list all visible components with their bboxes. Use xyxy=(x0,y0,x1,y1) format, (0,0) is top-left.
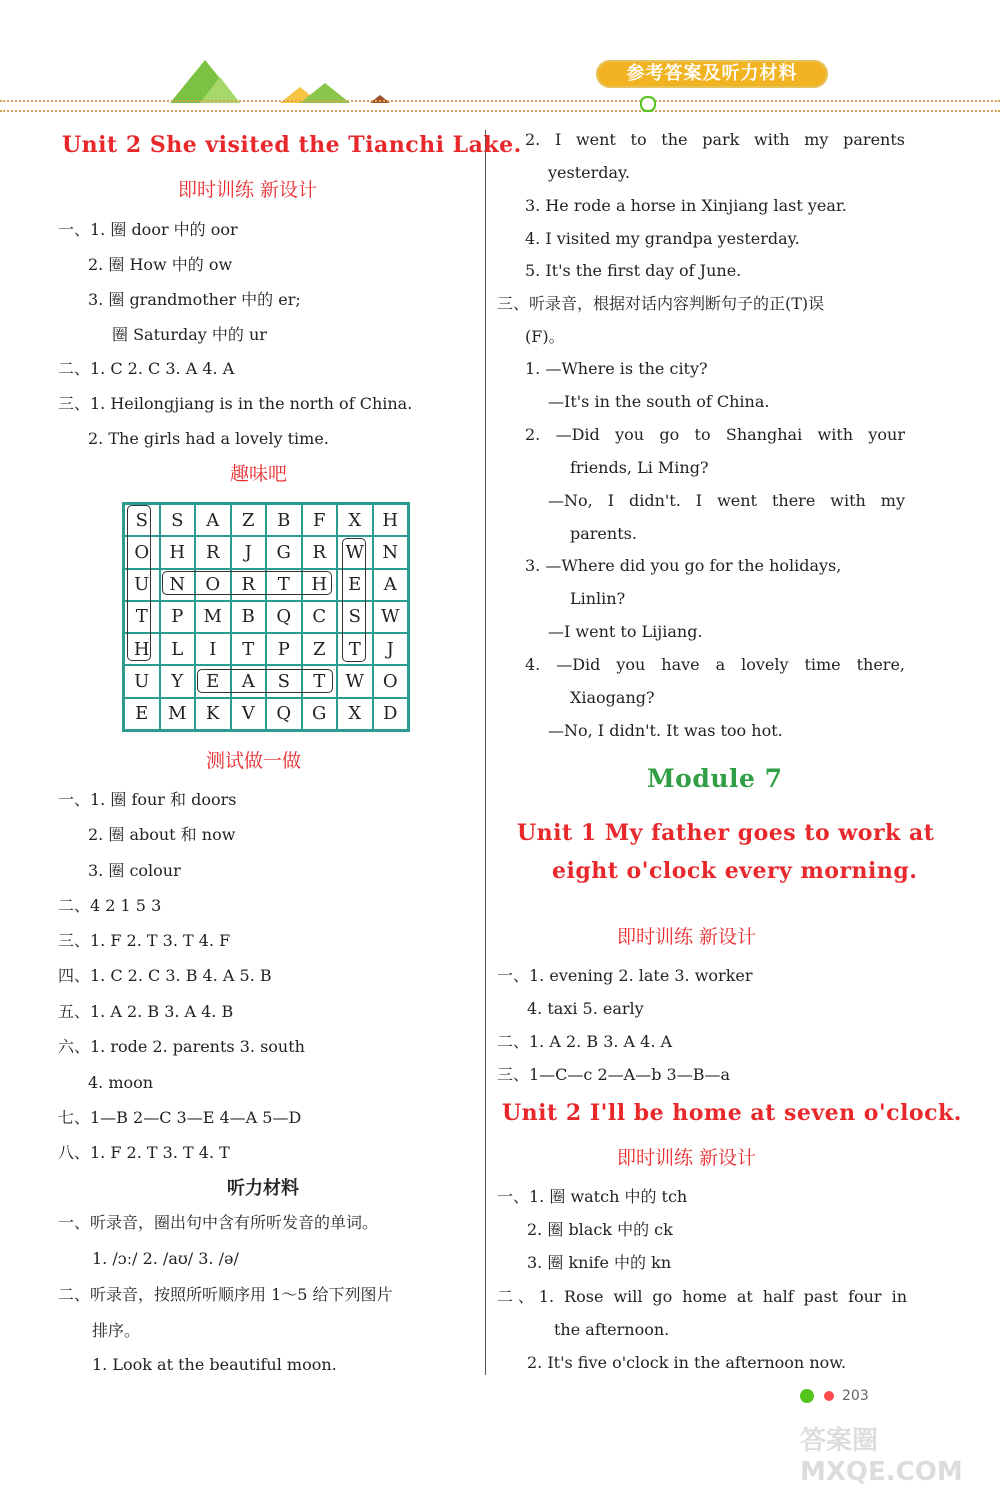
grid-cell: M xyxy=(195,601,231,633)
answer-line: (F)。 xyxy=(525,327,565,346)
grid-cell: H xyxy=(160,536,196,568)
grid-cell: U xyxy=(124,665,160,697)
grid-cell: A xyxy=(195,504,231,536)
answer-line: 二、4 2 1 5 3 xyxy=(58,896,162,915)
answer-line: 4. —Did you have a lovely time there, xyxy=(525,655,905,674)
answer-line: 二、1. C 2. C 3. A 4. A xyxy=(58,359,235,378)
answer-line: 2. 圈 black 中的 ck xyxy=(527,1220,673,1239)
answer-line: 2. 圈 about 和 now xyxy=(88,825,236,844)
grid-cell: Y xyxy=(160,665,196,697)
grid-cell: H xyxy=(373,504,409,536)
grid-cell: R xyxy=(195,536,231,568)
answer-line: —No, I didn't. It was too hot. xyxy=(548,721,783,740)
answer-line: 3. He rode a horse in Xinjiang last year. xyxy=(525,196,847,215)
answer-line: 二、听录音，按照所听顺序用 1～5 给下列图片 xyxy=(58,1285,393,1304)
grid-cell: X xyxy=(337,504,373,536)
answer-line: —It's in the south of China. xyxy=(548,392,770,411)
grid-cell: T xyxy=(231,633,267,665)
header-circle-icon xyxy=(640,96,656,112)
section-heading: 即时训练 新设计 xyxy=(617,926,757,948)
grid-cell: H xyxy=(302,569,338,601)
grid-cell: W xyxy=(337,665,373,697)
answer-line: 一、听录音，圈出句中含有所听发音的单词。 xyxy=(58,1213,379,1232)
grid-cell: S xyxy=(124,504,160,536)
grid-cell: O xyxy=(124,536,160,568)
grid-cell: B xyxy=(231,601,267,633)
section-heading: 即时训练 新设计 xyxy=(178,179,318,201)
section-heading: 测试做一做 xyxy=(206,750,302,772)
answer-line: 一、1. 圈 door 中的 oor xyxy=(58,220,238,239)
answer-line: 2. I went to the park with my parents xyxy=(525,130,905,149)
answer-line: 二、1. Rose will go home at half past four in xyxy=(497,1287,907,1306)
answer-line: 3. 圈 knife 中的 kn xyxy=(527,1253,672,1272)
grid-cell: A xyxy=(373,569,409,601)
grid-cell: D xyxy=(373,698,409,730)
grid-cell: M xyxy=(160,698,196,730)
grid-cell: H xyxy=(124,633,160,665)
answer-line: the afternoon. xyxy=(554,1320,670,1339)
section-heading: 趣味吧 xyxy=(230,463,288,485)
grid-cell: N xyxy=(373,536,409,568)
answer-line: 4. I visited my grandpa yesterday. xyxy=(525,229,800,248)
grid-cell: Q xyxy=(266,698,302,730)
unit-title: eight o'clock every morning. xyxy=(552,858,918,884)
answer-line: 2. The girls had a lovely time. xyxy=(88,429,329,448)
highlight-west xyxy=(342,538,366,662)
answer-line: 三、1—C—c 2—A—b 3—B—a xyxy=(497,1065,731,1084)
grid-cell: E xyxy=(124,698,160,730)
answer-line: parents. xyxy=(570,524,637,543)
grid-cell: K xyxy=(195,698,231,730)
grid-cell: S xyxy=(160,504,196,536)
word-search-grid xyxy=(122,502,410,732)
answer-line: 三、1. Heilongjiang is in the north of China. xyxy=(58,394,413,413)
green-dot-icon xyxy=(800,1389,814,1403)
page-number: 203 xyxy=(842,1388,869,1404)
answer-line: 1. Look at the beautiful moon. xyxy=(92,1355,337,1374)
answer-line: 五、1. A 2. B 3. A 4. B xyxy=(58,1002,234,1021)
answer-line: 一、1. 圈 watch 中的 tch xyxy=(497,1187,688,1206)
answer-line: 3. 圈 grandmother 中的 er; xyxy=(88,290,301,309)
column-divider xyxy=(485,130,486,1375)
grid-cell: T xyxy=(124,601,160,633)
answer-line: 三、1. F 2. T 3. T 4. F xyxy=(58,931,231,950)
answer-line: 1. /ɔː/ 2. /aʊ/ 3. /ə/ xyxy=(92,1249,239,1268)
page-footer xyxy=(800,1388,869,1404)
grid-cell: W xyxy=(337,536,373,568)
grid-cell: E xyxy=(195,665,231,697)
answer-line: 一、1. 圈 four 和 doors xyxy=(58,790,237,809)
grid-cell: N xyxy=(160,569,196,601)
grid-cell: T xyxy=(337,633,373,665)
header-label: 参考答案及听力材料 xyxy=(596,60,828,88)
answer-line: 4. taxi 5. early xyxy=(527,999,644,1018)
grid-cell: R xyxy=(302,536,338,568)
answer-line: 一、1. evening 2. late 3. worker xyxy=(497,966,753,985)
grid-cell: S xyxy=(337,601,373,633)
grid-cell: U xyxy=(124,569,160,601)
answer-line: friends, Li Ming? xyxy=(570,458,709,477)
page-header xyxy=(0,0,1000,120)
header-rule xyxy=(0,100,1000,112)
unit-title: Unit 2 She visited the Tianchi Lake. xyxy=(62,132,522,158)
answer-line: 1. —Where is the city? xyxy=(525,359,708,378)
answer-line: 2. —Did you go to Shanghai with your xyxy=(525,425,905,444)
answer-line: 四、1. C 2. C 3. B 4. A 5. B xyxy=(58,966,272,985)
red-dot-icon xyxy=(824,1391,834,1401)
answer-line: yesterday. xyxy=(548,163,631,182)
answer-line: 圈 Saturday 中的 ur xyxy=(112,325,267,344)
grid-cell: W xyxy=(373,601,409,633)
section-heading: 听力材料 xyxy=(227,1178,299,1199)
answer-line: 八、1. F 2. T 3. T 4. T xyxy=(58,1143,230,1162)
unit-title: Unit 2 I'll be home at seven o'clock. xyxy=(502,1100,962,1126)
unit-title: Unit 1 My father goes to work at xyxy=(517,820,935,846)
highlight-north xyxy=(162,571,332,595)
module-title: Module 7 xyxy=(647,764,783,793)
answer-line: —I went to Lijiang. xyxy=(548,622,703,641)
grid-cell: T xyxy=(266,569,302,601)
grid-cell: C xyxy=(302,601,338,633)
grid-cell: E xyxy=(337,569,373,601)
answer-line: 3. —Where did you go for the holidays, xyxy=(525,556,842,575)
answer-line: 六、1. rode 2. parents 3. south xyxy=(58,1037,305,1056)
grid-cell: S xyxy=(266,665,302,697)
grid-cell: O xyxy=(373,665,409,697)
watermark: 答案圈 MXQE.COM xyxy=(800,1426,963,1487)
grid-cell: J xyxy=(231,536,267,568)
grid-cell: Z xyxy=(231,504,267,536)
grid-cell: A xyxy=(231,665,267,697)
grid-cell: B xyxy=(266,504,302,536)
answer-line: 3. 圈 colour xyxy=(88,861,181,880)
answer-line: 4. moon xyxy=(88,1073,154,1092)
grid-cell: L xyxy=(160,633,196,665)
grid-cell: G xyxy=(266,536,302,568)
mountains-decoration-icon xyxy=(160,55,400,105)
grid-cell: Z xyxy=(302,633,338,665)
answer-line: 2. It's five o'clock in the afternoon now. xyxy=(527,1353,847,1372)
answer-line: 三、听录音，根据对话内容判断句子的正(T)误 xyxy=(497,294,825,313)
grid-cell: P xyxy=(266,633,302,665)
answer-line: 排序。 xyxy=(92,1321,141,1340)
grid-cell: R xyxy=(231,569,267,601)
grid-cell: Q xyxy=(266,601,302,633)
grid-cell: V xyxy=(231,698,267,730)
answer-line: 2. 圈 How 中的 ow xyxy=(88,255,233,274)
grid-cell: T xyxy=(302,665,338,697)
grid-cell: F xyxy=(302,504,338,536)
answer-line: Linlin? xyxy=(570,589,626,608)
grid-cell: P xyxy=(160,601,196,633)
grid-cell: O xyxy=(195,569,231,601)
grid-cell: J xyxy=(373,633,409,665)
section-heading: 即时训练 新设计 xyxy=(617,1147,757,1169)
answer-line: 七、1—B 2—C 3—E 4—A 5—D xyxy=(58,1108,302,1127)
answer-line: 二、1. A 2. B 3. A 4. A xyxy=(497,1032,673,1051)
answer-line: —No, I didn't. I went there with my xyxy=(548,491,905,510)
answer-line: Xiaogang? xyxy=(570,688,655,707)
highlight-south xyxy=(127,505,151,661)
grid-cell: I xyxy=(195,633,231,665)
grid-cell: G xyxy=(302,698,338,730)
grid-cell: X xyxy=(337,698,373,730)
answer-line: 5. It's the first day of June. xyxy=(525,261,742,280)
highlight-east xyxy=(197,669,333,693)
